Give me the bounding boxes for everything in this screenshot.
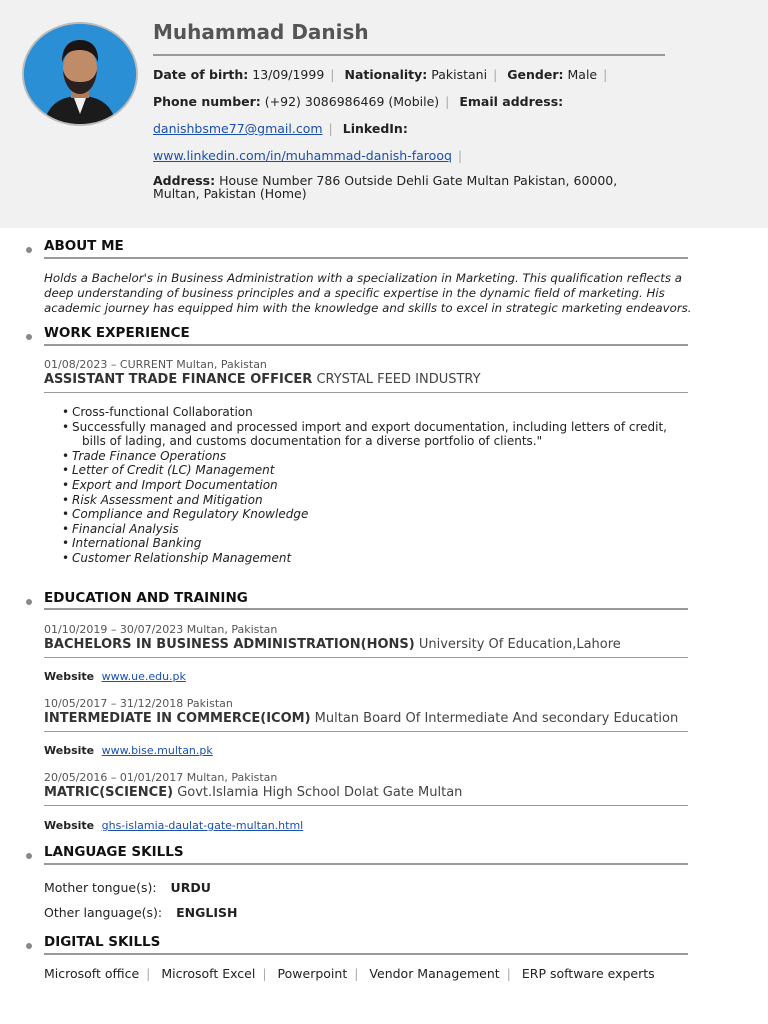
list-item: bills of lading, and customs documentation for a diverse portfolio of clients." bbox=[82, 434, 543, 449]
list-item: Vendor Management bbox=[369, 966, 500, 981]
list-item: • Compliance and Regulatory Knowledge bbox=[62, 507, 682, 522]
about-title: ABOUT ME bbox=[44, 238, 124, 254]
list-item: ERP software experts bbox=[521, 966, 655, 981]
gender-label: Gender: bbox=[507, 67, 564, 82]
linkedin-label: LinkedIn: bbox=[342, 121, 408, 136]
phone-label: Phone number: bbox=[153, 94, 261, 109]
person-name: Muhammad Danish bbox=[153, 20, 369, 44]
dob-label: Date of birth: bbox=[153, 67, 249, 82]
other-language-value: ENGLISH bbox=[176, 905, 238, 920]
website-label: Website bbox=[44, 819, 95, 832]
education-degree: BACHELORS IN BUSINESS ADMINISTRATION(HONS) bbox=[44, 637, 415, 652]
education-title: EDUCATION AND TRAINING bbox=[44, 590, 248, 606]
section-divider bbox=[44, 608, 688, 610]
work-company: CRYSTAL FEED INDUSTRY bbox=[316, 372, 481, 387]
linkedin-line: www.linkedin.com/in/muhammad-danish-farooq | bbox=[153, 148, 463, 163]
education-degree: INTERMEDIATE IN COMMERCE(ICOM) bbox=[44, 711, 311, 726]
email-line: danishbsme77@gmail.com | LinkedIn: bbox=[153, 121, 408, 136]
work-heading bbox=[44, 372, 481, 387]
education-meta: 10/05/2017 – 31/12/2018 Pakistan bbox=[44, 697, 233, 710]
profile-photo bbox=[22, 22, 138, 126]
work-meta: 01/08/2023 – CURRENT Multan, Pakistan bbox=[44, 358, 267, 371]
education-meta: 20/05/2016 – 01/01/2017 Multan, Pakistan bbox=[44, 771, 278, 784]
section-divider bbox=[44, 344, 688, 346]
list-item: • International Banking bbox=[62, 536, 682, 551]
list-item: • Risk Assessment and Mitigation bbox=[62, 493, 682, 508]
list-item: Microsoft office bbox=[44, 966, 140, 981]
education-website bbox=[44, 819, 303, 832]
list-item: • Successfully managed and processed import and export documentation, including letters of credit, bbox=[62, 420, 682, 435]
name-divider bbox=[153, 54, 665, 56]
header-panel bbox=[0, 0, 768, 228]
other-language-label: Other language(s): bbox=[44, 905, 163, 920]
linkedin-link[interactable]: www.linkedin.com/in/muhammad-danish-farooq bbox=[153, 148, 452, 163]
email-link[interactable]: danishbsme77@gmail.com bbox=[153, 121, 323, 136]
section-divider bbox=[44, 257, 688, 259]
education-school: Govt.Islamia High School Dolat Gate Multan bbox=[177, 785, 463, 800]
section-marker bbox=[26, 853, 32, 859]
list-item: • Letter of Credit (LC) Management bbox=[62, 463, 682, 478]
list-item: • Customer Relationship Management bbox=[62, 551, 682, 566]
nationality-label: Nationality: bbox=[344, 67, 428, 82]
education-heading bbox=[44, 711, 678, 726]
section-divider bbox=[44, 953, 688, 955]
about-text: Holds a Bachelor's in Business Administration with a specialization in Marketing. This qualification reflects a deep understanding of business principles and a specific expertise in the dynamic field of marketing. His academic journey has equipped him with the knowledge and skills to excel in strategic marketing endeavors. bbox=[44, 271, 692, 315]
address-line-1: House Number 786 Outside Dehli Gate Multan Pakistan, 60000, bbox=[219, 173, 618, 188]
address-label: Address: bbox=[153, 173, 216, 188]
education-heading bbox=[44, 785, 462, 800]
list-item: Powerpoint bbox=[277, 966, 348, 981]
entry-divider bbox=[44, 657, 688, 658]
mother-tongue-label: Mother tongue(s): bbox=[44, 880, 157, 895]
work-bullet-list bbox=[62, 405, 682, 566]
other-language-line bbox=[44, 905, 237, 920]
entry-divider bbox=[44, 392, 688, 393]
mother-tongue-value: URDU bbox=[170, 880, 211, 895]
education-website bbox=[44, 744, 213, 757]
personal-info-line: Date of birth: 13/09/1999 | Nationality: Pakistani | Gender: Male | bbox=[153, 67, 608, 82]
gender-value: Male bbox=[567, 67, 598, 82]
section-marker bbox=[26, 334, 32, 340]
website-label: Website bbox=[44, 744, 95, 757]
list-item: • Export and Import Documentation bbox=[62, 478, 682, 493]
list-item: • Cross-functional Collaboration bbox=[62, 405, 682, 420]
email-label: Email address: bbox=[459, 94, 564, 109]
digital-title: DIGITAL SKILLS bbox=[44, 934, 161, 950]
nationality-value: Pakistani bbox=[431, 67, 488, 82]
language-title: LANGUAGE SKILLS bbox=[44, 844, 184, 860]
address-line-2: Multan, Pakistan (Home) bbox=[153, 186, 307, 201]
entry-divider bbox=[44, 805, 688, 806]
education-degree: MATRIC(SCIENCE) bbox=[44, 785, 174, 800]
section-marker bbox=[26, 247, 32, 253]
mother-tongue-line bbox=[44, 880, 211, 895]
website-label: Website bbox=[44, 670, 95, 683]
section-divider bbox=[44, 863, 688, 865]
work-title: WORK EXPERIENCE bbox=[44, 325, 190, 341]
education-website bbox=[44, 670, 186, 683]
digital-skills-list: Microsoft office | Microsoft Excel | Powerpoint | Vendor Management | ERP software experts bbox=[44, 966, 655, 981]
work-position: ASSISTANT TRADE FINANCE OFFICER bbox=[44, 372, 313, 387]
website-link[interactable]: www.bise.multan.pk bbox=[101, 744, 213, 757]
section-marker bbox=[26, 599, 32, 605]
list-item: Microsoft Excel bbox=[161, 966, 256, 981]
section-marker bbox=[26, 943, 32, 949]
list-item: • Financial Analysis bbox=[62, 522, 682, 537]
education-heading bbox=[44, 637, 621, 652]
education-school: University Of Education,Lahore bbox=[418, 637, 621, 652]
contact-line: Phone number: (+92) 3086986469 (Mobile) | Email address: bbox=[153, 94, 564, 109]
dob-value: 13/09/1999 bbox=[252, 67, 325, 82]
list-item: • Trade Finance Operations bbox=[62, 449, 682, 464]
education-school: Multan Board Of Intermediate And secondary Education bbox=[314, 711, 679, 726]
phone-value: (+92) 3086986469 (Mobile) bbox=[264, 94, 440, 109]
address-block bbox=[153, 174, 617, 200]
website-link[interactable]: ghs-islamia-daulat-gate-multan.html bbox=[101, 819, 304, 832]
education-meta: 01/10/2019 – 30/07/2023 Multan, Pakistan bbox=[44, 623, 278, 636]
website-link[interactable]: www.ue.edu.pk bbox=[101, 670, 186, 683]
entry-divider bbox=[44, 731, 688, 732]
